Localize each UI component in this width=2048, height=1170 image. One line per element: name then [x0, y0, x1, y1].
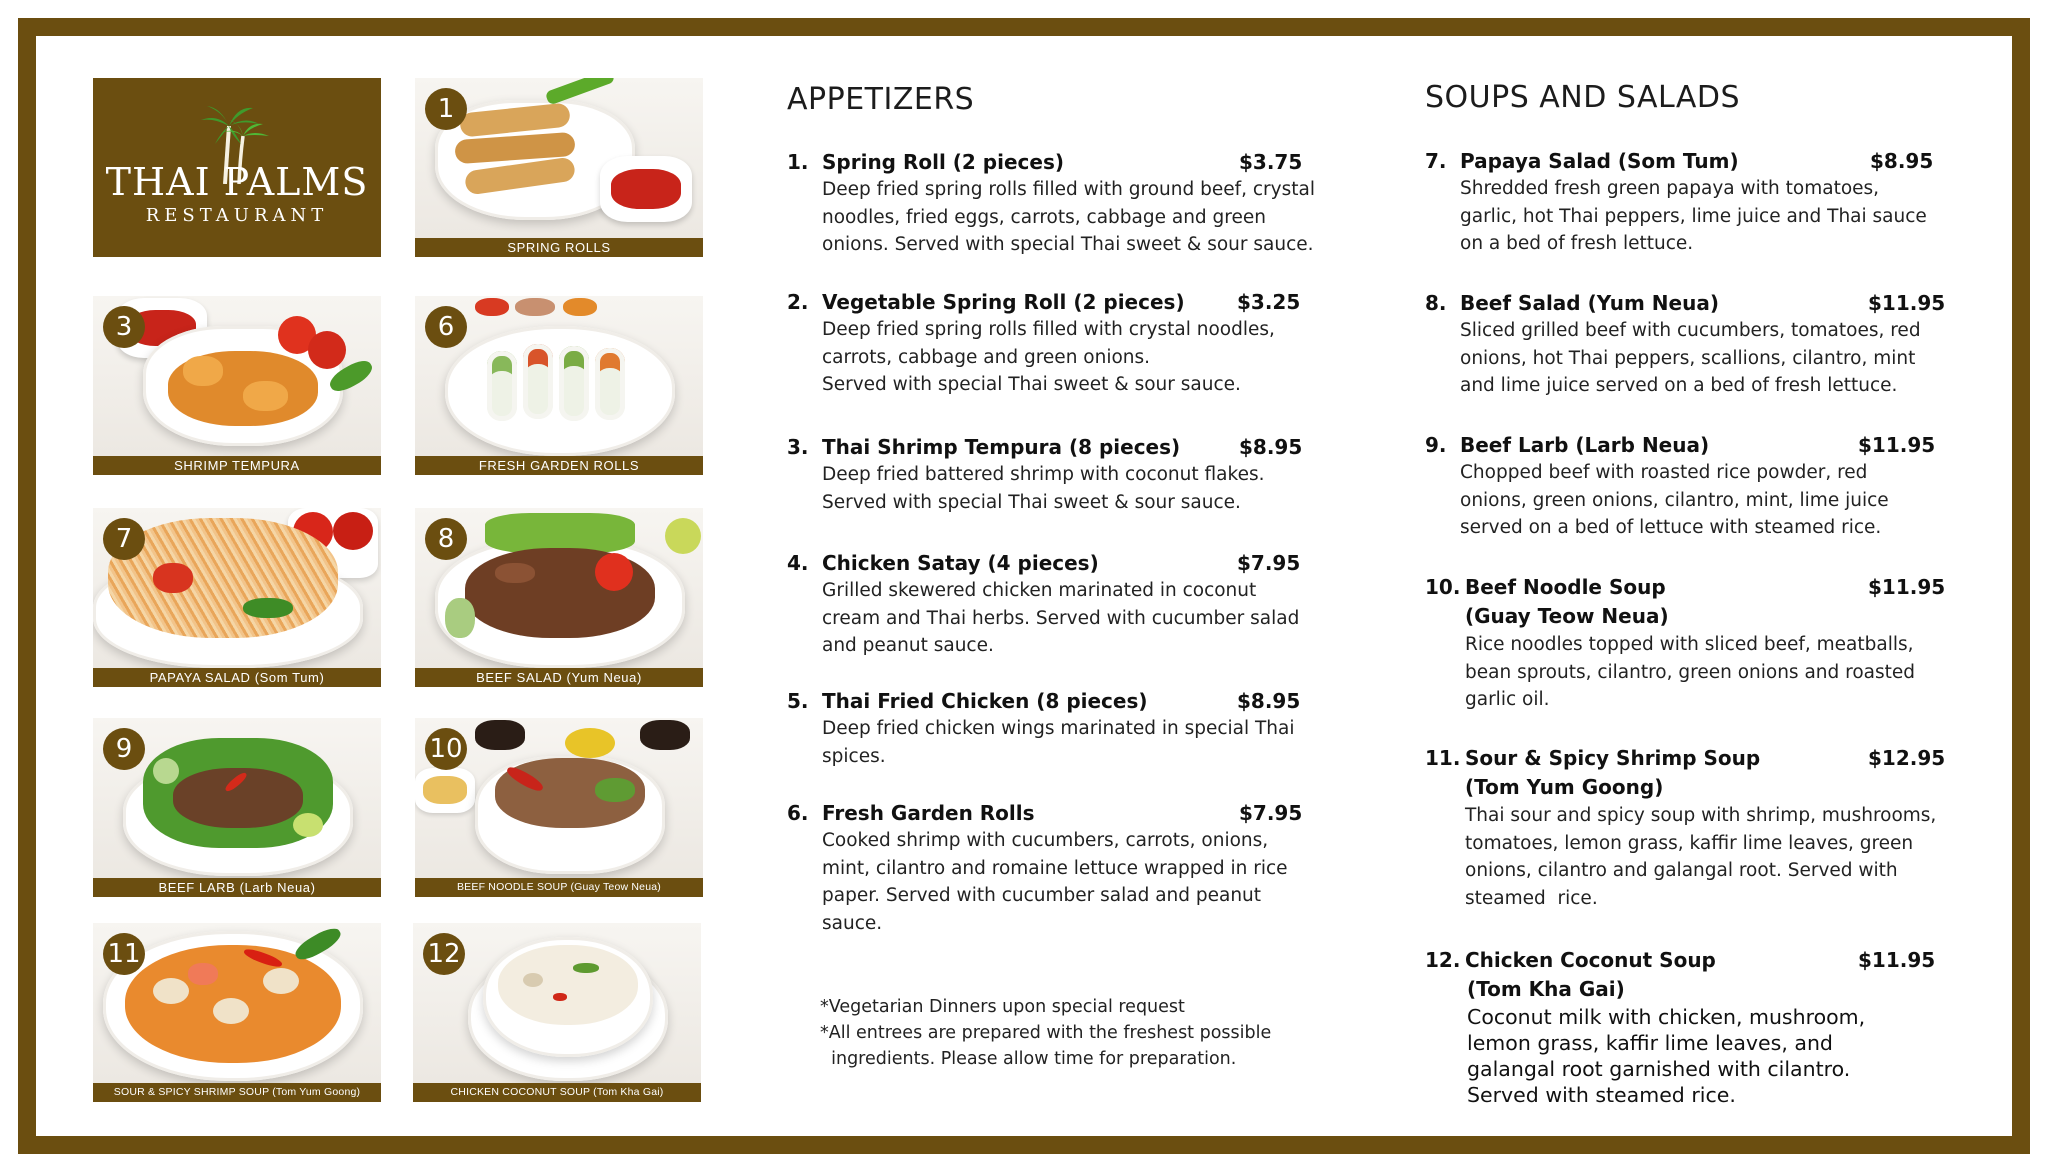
- item-name: Fresh Garden Rolls: [822, 801, 1035, 825]
- badge-number: 6: [425, 306, 467, 348]
- item-name: Chicken Coconut Soup: [1465, 948, 1716, 972]
- item-subname: (Guay Teow Neua): [1465, 604, 1669, 628]
- badge-number: 12: [423, 933, 465, 975]
- item-description: Coconut milk with chicken, mushroom, lemon grass, kaffir lime leaves, and galangal root garnished with cilantro. Served with steamed rice.: [1467, 1005, 1866, 1107]
- note-line: *Vegetarian Dinners upon special request: [820, 997, 1185, 1017]
- note-line: *All entrees are prepared with the freshest possible: [820, 1023, 1272, 1043]
- item-price: $11.95: [1868, 291, 1946, 315]
- badge-number: 3: [103, 306, 145, 348]
- photo-caption: FRESH GARDEN ROLLS: [415, 456, 703, 475]
- item-number: 2.: [787, 290, 809, 314]
- item-number: 8.: [1425, 291, 1447, 315]
- item-name: Spring Roll (2 pieces): [822, 150, 1064, 174]
- badge-number: 10: [425, 728, 467, 770]
- badge-number: 11: [103, 933, 145, 975]
- badge-number: 1: [425, 88, 467, 130]
- item-number: 11.: [1425, 746, 1461, 770]
- badge-number: 9: [103, 728, 145, 770]
- menu-notes: [820, 994, 1320, 1072]
- item-price: $11.95: [1868, 575, 1946, 599]
- item-price: $8.95: [1239, 435, 1303, 459]
- item-price: $11.95: [1858, 948, 1936, 972]
- item-price: $11.95: [1858, 433, 1936, 457]
- photo-caption: BEEF NOODLE SOUP (Guay Teow Neua): [415, 878, 703, 897]
- photo-caption: SHRIMP TEMPURA: [93, 456, 381, 475]
- photo-caption: BEEF SALAD (Yum Neua): [415, 668, 703, 687]
- item-description: Deep fried spring rolls filled with crystal noodles, carrots, cabbage and green onions. Served with special Thai sweet & sour sauce.: [822, 319, 1275, 395]
- item-name: Papaya Salad (Som Tum): [1460, 149, 1739, 173]
- photo-tile-beef-salad: [415, 508, 703, 687]
- item-subname: (Tom Kha Gai): [1467, 977, 1625, 1001]
- item-name: Beef Salad (Yum Neua): [1460, 291, 1719, 315]
- item-name: Sour & Spicy Shrimp Soup: [1465, 746, 1761, 770]
- photo-tile-fresh-garden-rolls: [415, 296, 703, 475]
- item-price: $3.25: [1237, 290, 1301, 314]
- item-name: Beef Noodle Soup: [1465, 575, 1666, 599]
- item-price: $7.95: [1237, 551, 1301, 575]
- item-description: Rice noodles topped with sliced beef, meatballs, bean sprouts, cilantro, green onions and roasted garlic oil.: [1465, 634, 1916, 710]
- photo-grid: [93, 78, 703, 1118]
- photo-tile-tom-kha-gai: [413, 923, 701, 1102]
- photo-caption: SOUR & SPICY SHRIMP SOUP (Tom Yum Goong): [93, 1083, 381, 1102]
- item-price: $3.75: [1239, 150, 1303, 174]
- item-number: 9.: [1425, 433, 1447, 457]
- badge-number: 8: [425, 518, 467, 560]
- item-description: Shredded fresh green papaya with tomatoes, garlic, hot Thai peppers, lime juice and Thai sauce on a bed of fresh lettuce.: [1460, 178, 1927, 254]
- item-description: Chopped beef with roasted rice powder, red onions, green onions, cilantro, mint, lime juice served on a bed of lettuce with steamed rice.: [1460, 462, 1889, 538]
- photo-tile-papaya-salad: [93, 508, 381, 687]
- item-description: Sliced grilled beef with cucumbers, tomatoes, red onions, hot Thai peppers, scallions, cilantro, mint and lime juice served on a bed of fresh lettuce.: [1460, 320, 1921, 396]
- item-number: 5.: [787, 689, 809, 713]
- logo-subtitle: RESTAURANT: [145, 205, 329, 226]
- restaurant-logo: [93, 78, 381, 257]
- photo-tile-beef-noodle-soup: [415, 718, 703, 897]
- item-number: 4.: [787, 551, 809, 575]
- item-description: Deep fried chicken wings marinated in special Thai spices.: [822, 718, 1295, 767]
- photo-tile-spring-rolls: [415, 78, 703, 257]
- item-price: $8.95: [1237, 689, 1301, 713]
- item-number: 1.: [787, 150, 809, 174]
- item-number: 10.: [1425, 575, 1461, 599]
- item-name: Thai Shrimp Tempura (8 pieces): [822, 435, 1181, 459]
- appetizers-heading: APPETIZERS: [787, 82, 975, 117]
- item-number: 3.: [787, 435, 809, 459]
- photo-caption: PAPAYA SALAD (Som Tum): [93, 668, 381, 687]
- item-name: Vegetable Spring Roll (2 pieces): [822, 290, 1185, 314]
- item-description: Deep fried spring rolls filled with ground beef, crystal noodles, fried eggs, carrots, cabbage and green onions. Served with special Thai sweet & sour sauce.: [822, 179, 1315, 255]
- photo-tile-beef-larb: [93, 718, 381, 897]
- item-number: 6.: [787, 801, 809, 825]
- photo-caption: CHICKEN COCONUT SOUP (Tom Kha Gai): [413, 1083, 701, 1102]
- photo-tile-tom-yum-goong: [93, 923, 381, 1102]
- logo-title: THAI PALMS: [105, 160, 369, 204]
- item-name: Chicken Satay (4 pieces): [822, 551, 1099, 575]
- item-description: Thai sour and spicy soup with shrimp, mushrooms, tomatoes, lemon grass, kaffir lime leaves, green onions, cilantro and galangal root. Served with steamed rice.: [1465, 805, 1937, 909]
- soups-salads-heading: SOUPS AND SALADS: [1425, 80, 1741, 115]
- item-number: 7.: [1425, 149, 1447, 173]
- item-price: $8.95: [1870, 149, 1934, 173]
- item-price: $7.95: [1239, 801, 1303, 825]
- photo-caption: SPRING ROLLS: [415, 238, 703, 257]
- item-price: $12.95: [1868, 746, 1946, 770]
- item-number: 12.: [1425, 948, 1461, 972]
- note-line: ingredients. Please allow time for preparation.: [820, 1049, 1237, 1069]
- item-description: Grilled skewered chicken marinated in coconut cream and Thai herbs. Served with cucumber salad and peanut sauce.: [822, 580, 1300, 656]
- item-name: Thai Fried Chicken (8 pieces): [822, 689, 1148, 713]
- badge-number: 7: [103, 518, 145, 560]
- item-description: Cooked shrimp with cucumbers, carrots, onions, mint, cilantro and romaine lettuce wrapped in rice paper. Served with cucumber salad and peanut sauce.: [822, 830, 1288, 934]
- item-subname: (Tom Yum Goong): [1465, 775, 1664, 799]
- item-description: Deep fried battered shrimp with coconut flakes. Served with special Thai sweet & sour sauce.: [822, 464, 1265, 513]
- photo-tile-shrimp-tempura: [93, 296, 381, 475]
- item-name: Beef Larb (Larb Neua): [1460, 433, 1710, 457]
- photo-caption: BEEF LARB (Larb Neua): [93, 878, 381, 897]
